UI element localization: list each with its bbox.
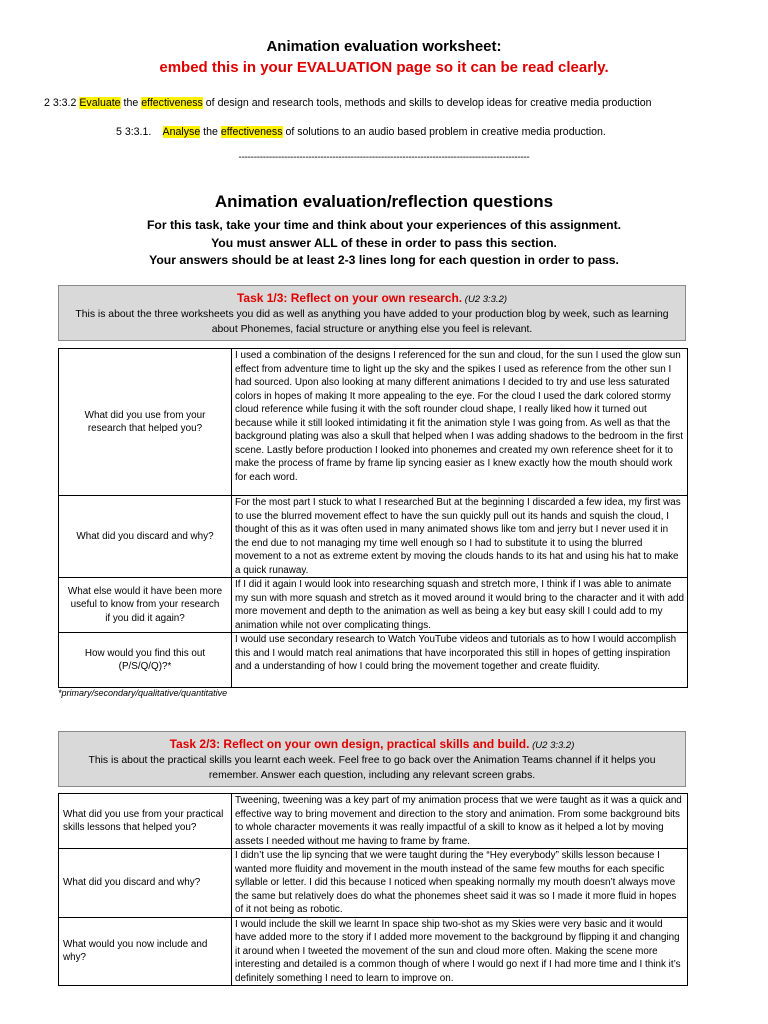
objective-2-prefix: 5 3:3.1. (116, 126, 163, 138)
embed-instruction: embed this in your EVALUATION page so it can be read clearly. (159, 59, 609, 76)
section-heading: Animation evaluation/reflection questions (214, 192, 554, 211)
table-row (59, 633, 688, 688)
evaluate-highlight: Evaluate (79, 97, 121, 109)
table-row (59, 496, 688, 578)
question-cell: What did you use from your research that helped you? (59, 349, 232, 496)
table-row (59, 794, 688, 849)
task2-code: (U2 3:3.2) (529, 740, 575, 751)
objective-line-2 (116, 126, 606, 138)
intro-line-3: Your answers should be at least 2-3 lines long for each question in order to pass. (149, 253, 619, 267)
table-row (59, 917, 688, 986)
objective-2-text: of solutions to an audio based problem in creative media production. (282, 126, 606, 138)
objective-line-1 (44, 97, 652, 109)
answer-cell: If I did it again I would look into researching squash and stretch more, I think if I was able to animate my sun with more squash and stretch as it moved around it would bring to the character and it with add more movement and depth to the animation as well as being a key but easy skill I could add to my animation while not over complicating things. (232, 578, 688, 633)
objective-1-prefix: 2 3:3.2 (44, 97, 80, 109)
task1-table (58, 348, 688, 688)
table-row (59, 578, 688, 633)
question-cell: What did you discard and why? (59, 849, 232, 918)
question-cell: What would you now include and why? (59, 917, 232, 986)
section-intro (0, 217, 768, 270)
answer-cell: I didn’t use the lip syncing that we were taught during the “Hey everybody” skills lesson because I wanted more fluidity and movement in the mouth instead of the same few mouths for each specific syllable or letter. I did this because I noticed when speaking normally my mouth doesn’t always move the same but relatively does do what the phonemes sheet said it was so I made it more fluid in hopes of it not being as robotic. (232, 849, 688, 918)
worksheet-title: Animation evaluation worksheet: (266, 38, 502, 55)
task1-title-line (59, 291, 685, 307)
answer-cell: I used a combination of the designs I referenced for the sun and cloud, for the sun I used the glow sun effect from adventure time to light up the sky and the spikes I used as reference from the other sun I had sourced. Upon also looking at many different animations I decided to try and use less saturated colors in hopes of making It more appealing to the eye. For the cloud I used the dark colored stormy cloud reference while fusing it with the soft rounder cloud shape, I really liked how it turned out because while it still looked intimidating it fit the animation style I was going from. As well as that the background plating was also a skull that helped when I was adding shadows to the bedroom in the first scene. Lastly before production I looked into phonemes and created my own reference sheet for it to make the process of frame by frame lip syncing easier as I knew exactly how the mouth should work for each word. (232, 349, 688, 496)
task1-description: This is about the three worksheets you did as well as anything you have added to your production blog by week, such as learning about Phonemes, facial structure or anything else you feel is relevant. (75, 309, 669, 335)
task2-description: This is about the practical skills you learnt each week. Feel free to go back over the Animation Teams channel if it helps you remember. Answer each question, including any relevant screen grabs. (88, 755, 656, 781)
task1-title: Task 1/3: Reflect on your own research. (236, 291, 463, 305)
task1-code: (U2 3:3.2) (462, 294, 508, 305)
task2-title-line (59, 737, 685, 753)
question-cell: What did you discard and why? (59, 496, 232, 578)
question-cell: What else would it have been more useful to know from your research if you did it again? (59, 578, 232, 633)
effectiveness-highlight-2: effectiveness (220, 126, 283, 138)
table-row (59, 349, 688, 496)
objective-2-mid: the (200, 126, 221, 138)
task2-title: Task 2/3: Reflect on your own design, practical skills and build. (169, 737, 530, 751)
objective-1-mid: the (120, 97, 142, 109)
answer-cell: I would include the skill we learnt In space ship two-shot as my Skies were very basic and it would have added more to the story if I added more movement to the background by flipping it and changing it around when I tweeted the movement of the sun and cloud more often. Making the scene more interesting and detailed is a common though of where I would go next if I had more time and I think it’s definitely something I need to learn to improve on. (232, 917, 688, 986)
answer-cell: For the most part I stuck to what I researched But at the beginning I discarded a few idea, my first was to use the blurred movement effect to have the sun quickly pull out its hands and squish the cloud, I thought of this as it was often used in many animated shows like tom and jerry but I never used it in the end due to not managing my time well enough so I had to substitute it to using the blurred movement to a not as extreme extent by moving the clouds hands to its hat and using his hat to make a quick runaway. (232, 496, 688, 578)
task2-header-box (58, 731, 686, 787)
footnote: *primary/secondary/qualitative/quantitative (58, 688, 228, 698)
analyse-highlight: Analyse (162, 126, 201, 138)
answer-cell: Tweening, tweening was a key part of my animation process that we were taught as it was a quick and effective way to bring movement and direction to the story and animation. From some background bits to whole character movements it was really impactful of a skill to know as it helped a lot by moving assets I needed without me having to frame by frame. (232, 794, 688, 849)
question-cell: How would you find this out (P/S/Q/Q)?* (59, 633, 232, 688)
question-cell: What did you use from your practical skills lessons that helped you? (59, 794, 232, 849)
answer-cell: I would use secondary research to Watch YouTube videos and tutorials as to how I would accomplish this and I would match real animations that have incorporated this still in hopes of getting inspiration and a understanding of how I could bring the movement together and create fluidity. (232, 633, 688, 688)
task1-header-box (58, 285, 686, 341)
objective-1-text: of design and research tools, methods and skills to develop ideas for creative media production (202, 97, 652, 109)
task2-table (58, 793, 688, 986)
divider: ------------------------------------------------------------------------------------------------ (238, 152, 530, 163)
intro-line-2: You must answer ALL of these in order to pass this section. (211, 235, 557, 250)
intro-line-1: For this task, take your time and think about your experiences of this assignment. (146, 218, 622, 232)
effectiveness-highlight: effectiveness (141, 97, 203, 109)
table-row (59, 849, 688, 918)
